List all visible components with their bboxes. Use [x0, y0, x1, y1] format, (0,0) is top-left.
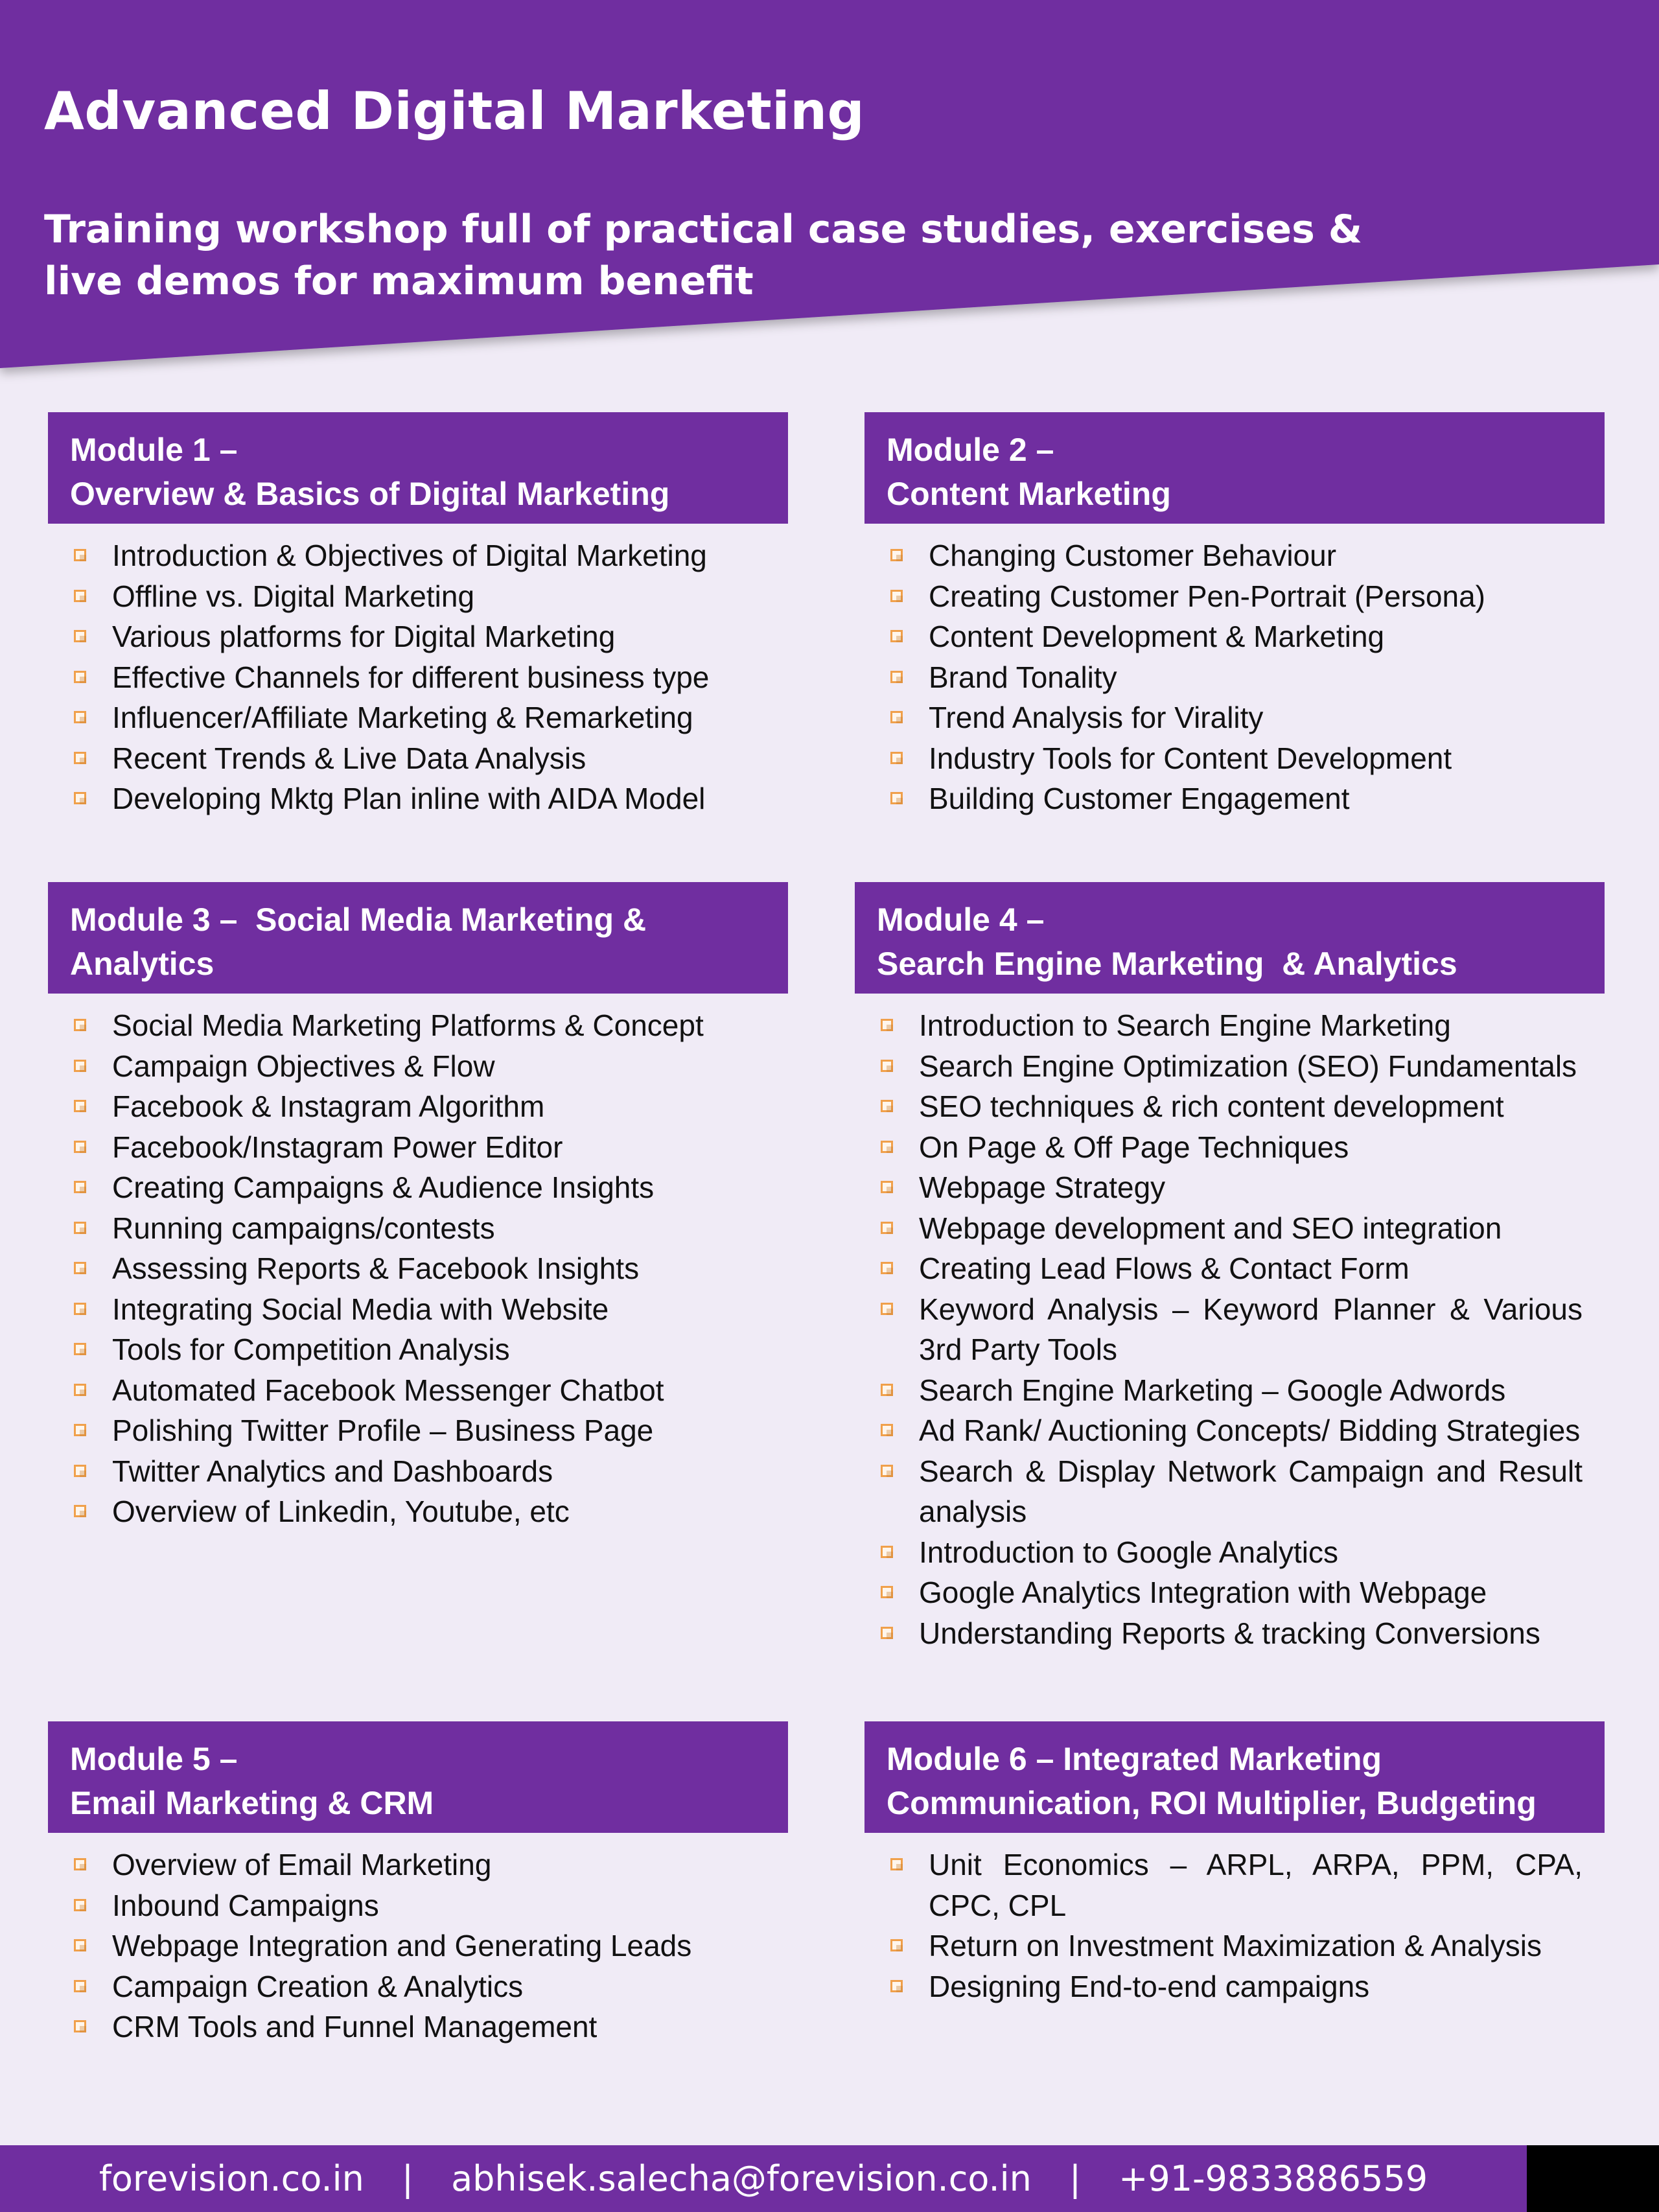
- module-5: [48, 1721, 788, 2047]
- topic-item-label: Search Engine Marketing – Google Adwords: [919, 1373, 1506, 1407]
- checkbox-bullet-icon: [74, 1899, 86, 1911]
- page-title: Advanced Digital Marketing: [44, 81, 865, 141]
- checkbox-bullet-icon: [74, 1100, 86, 1112]
- topic-item-label: Trend Analysis for Virality: [929, 701, 1264, 734]
- topic-item: [890, 657, 1605, 698]
- module-1-header: [48, 412, 788, 524]
- checkbox-bullet-icon: [74, 1141, 86, 1153]
- topic-item: [881, 1005, 1583, 1046]
- topic-item: [890, 697, 1605, 738]
- topic-item: [74, 1127, 788, 1168]
- page-subtitle: Training workshop full of practical case studies, exercises & live demos for maximum benefit: [44, 207, 1363, 304]
- topic-item-label: Introduction to Search Engine Marketing: [919, 1008, 1451, 1042]
- topic-item: [74, 778, 788, 819]
- topic-item: [890, 616, 1605, 657]
- checkbox-bullet-icon: [74, 711, 86, 723]
- module-6: [864, 1721, 1605, 2007]
- topic-item-label: Tools for Competition Analysis: [112, 1333, 510, 1366]
- module-3-title-line-1: Module 3 – Social Media Marketing &: [70, 902, 647, 938]
- module-6-header: [864, 1721, 1605, 1833]
- topic-item: [890, 1926, 1583, 1966]
- topic-item: [881, 1613, 1583, 1654]
- topic-item: [74, 1491, 788, 1532]
- contact-footer: [0, 2145, 1527, 2212]
- checkbox-bullet-icon: [74, 1181, 86, 1193]
- module-3-header: [48, 882, 788, 994]
- checkbox-bullet-icon: [74, 1222, 86, 1234]
- checkbox-bullet-icon: [890, 590, 903, 602]
- footer-website-link[interactable]: forevision.co.in: [99, 2158, 364, 2199]
- checkbox-bullet-icon: [881, 1060, 893, 1072]
- checkbox-bullet-icon: [890, 1939, 903, 1951]
- checkbox-bullet-icon: [890, 1858, 903, 1870]
- topic-item-label: Building Customer Engagement: [929, 782, 1350, 815]
- module-2-title-line-1: Module 2 –: [887, 432, 1054, 468]
- topic-item: [74, 697, 788, 738]
- checkbox-bullet-icon: [881, 1546, 893, 1558]
- module-6-title-line-2: Communication, ROI Multiplier, Budgeting: [887, 1785, 1537, 1821]
- topic-item: [890, 778, 1605, 819]
- checkbox-bullet-icon: [74, 1384, 86, 1396]
- checkbox-bullet-icon: [74, 1060, 86, 1072]
- topic-item: [74, 1208, 788, 1249]
- module-2: [864, 412, 1605, 819]
- topic-item: [74, 1926, 788, 1966]
- topic-item-label: Google Analytics Integration with Webpage: [919, 1576, 1487, 1609]
- module-1-title-line-1: Module 1 –: [70, 432, 238, 468]
- checkbox-bullet-icon: [881, 1181, 893, 1193]
- checkbox-bullet-icon: [881, 1100, 893, 1112]
- module-5-title-line-1: Module 5 –: [70, 1741, 238, 1777]
- topic-item: [74, 1167, 788, 1208]
- topic-item: [881, 1208, 1583, 1249]
- module-1-topic-list: [48, 535, 788, 819]
- topic-item: [74, 1451, 788, 1492]
- topic-item: [881, 1451, 1583, 1532]
- checkbox-bullet-icon: [881, 1019, 893, 1031]
- topic-item-label: CRM Tools and Funnel Management: [112, 2010, 597, 2043]
- footer-email-link[interactable]: abhisek.salecha@forevision.co.in: [451, 2158, 1032, 2199]
- topic-item: [74, 1289, 788, 1330]
- topic-item: [74, 1046, 788, 1087]
- topic-item: [881, 1167, 1583, 1208]
- checkbox-bullet-icon: [881, 1586, 893, 1598]
- topic-item: [74, 2007, 788, 2047]
- topic-item: [74, 576, 788, 617]
- module-4-title-line-1: Module 4 –: [877, 902, 1045, 938]
- topic-item: [890, 738, 1605, 779]
- module-5-topic-list: [48, 1845, 788, 2047]
- topic-item-label: Offline vs. Digital Marketing: [112, 579, 475, 613]
- topic-item: [74, 1885, 788, 1926]
- checkbox-bullet-icon: [74, 752, 86, 764]
- module-3-title-line-2: Analytics: [70, 946, 215, 982]
- topic-item-label: Campaign Objectives & Flow: [112, 1049, 495, 1083]
- checkbox-bullet-icon: [74, 1980, 86, 1992]
- topic-item-label: Creating Lead Flows & Contact Form: [919, 1252, 1410, 1285]
- topic-item: [74, 1966, 788, 2007]
- topic-item-label: Creating Customer Pen-Portrait (Persona): [929, 579, 1485, 613]
- module-4-topic-list: [855, 1005, 1605, 1653]
- module-6-topic-list: [864, 1845, 1605, 2007]
- topic-item: [74, 616, 788, 657]
- checkbox-bullet-icon: [74, 549, 86, 561]
- topic-item-label: Creating Campaigns & Audience Insights: [112, 1170, 655, 1204]
- checkbox-bullet-icon: [74, 792, 86, 804]
- topic-item-label: Inbound Campaigns: [112, 1888, 379, 1922]
- module-4-header: [855, 882, 1605, 994]
- module-4: [855, 882, 1605, 1653]
- topic-item-label: Overview of Linkedin, Youtube, etc: [112, 1495, 570, 1528]
- checkbox-bullet-icon: [74, 1939, 86, 1951]
- checkbox-bullet-icon: [881, 1141, 893, 1153]
- checkbox-bullet-icon: [890, 549, 903, 561]
- topic-item: [881, 1046, 1583, 1087]
- footer-separator-2: |: [1069, 2158, 1082, 2199]
- checkbox-bullet-icon: [74, 1424, 86, 1436]
- topic-item-label: Overview of Email Marketing: [112, 1848, 492, 1881]
- checkbox-bullet-icon: [890, 792, 903, 804]
- topic-item-label: Webpage development and SEO integration: [919, 1211, 1502, 1245]
- topic-item-label: Webpage Strategy: [919, 1170, 1166, 1204]
- checkbox-bullet-icon: [881, 1627, 893, 1639]
- topic-item: [74, 1370, 788, 1411]
- topic-item-label: Content Development & Marketing: [929, 620, 1385, 653]
- topic-item-label: Search Engine Optimization (SEO) Fundamentals: [919, 1049, 1577, 1083]
- topic-item-label: Ad Rank/ Auctioning Concepts/ Bidding Strategies: [919, 1414, 1581, 1447]
- module-1-title-line-2: Overview & Basics of Digital Marketing: [70, 476, 670, 512]
- topic-item-label: Integrating Social Media with Website: [112, 1292, 609, 1326]
- checkbox-bullet-icon: [881, 1222, 893, 1234]
- topic-item-label: Facebook & Instagram Algorithm: [112, 1089, 545, 1123]
- topic-item-label: Understanding Reports & tracking Conversions: [919, 1616, 1540, 1650]
- topic-item: [890, 1845, 1583, 1926]
- topic-item: [74, 1845, 788, 1885]
- topic-item: [74, 535, 788, 576]
- topic-item-label: Developing Mktg Plan inline with AIDA Model: [112, 782, 706, 815]
- topic-item-label: Facebook/Instagram Power Editor: [112, 1130, 563, 1164]
- checkbox-bullet-icon: [74, 1465, 86, 1477]
- topic-item: [881, 1086, 1583, 1127]
- module-3-topic-list: [48, 1005, 788, 1532]
- checkbox-bullet-icon: [890, 671, 903, 683]
- topic-item: [74, 1248, 788, 1289]
- topic-item-label: Webpage Integration and Generating Leads: [112, 1929, 692, 1962]
- topic-item-label: Running campaigns/contests: [112, 1211, 495, 1245]
- header-banner: [0, 0, 1659, 389]
- topic-item: [74, 1086, 788, 1127]
- topic-item: [890, 576, 1605, 617]
- topic-item: [74, 1329, 788, 1370]
- topic-item-label: Search & Display Network Campaign and Result analysis: [919, 1454, 1583, 1528]
- checkbox-bullet-icon: [881, 1465, 893, 1477]
- topic-item-label: SEO techniques & rich content development: [919, 1089, 1504, 1123]
- topic-item-label: Return on Investment Maximization & Analysis: [929, 1929, 1542, 1962]
- topic-item-label: Designing End-to-end campaigns: [929, 1969, 1370, 2003]
- checkbox-bullet-icon: [881, 1303, 893, 1315]
- topic-item-label: Twitter Analytics and Dashboards: [112, 1454, 553, 1488]
- topic-item-label: Influencer/Affiliate Marketing & Remarketing: [112, 701, 693, 734]
- topic-item-label: Unit Economics – ARPL, ARPA, PPM, CPA, CPC, CPL: [929, 1848, 1583, 1922]
- module-5-title-line-2: Email Marketing & CRM: [70, 1785, 434, 1821]
- topic-item-label: Social Media Marketing Platforms & Concept: [112, 1008, 704, 1042]
- checkbox-bullet-icon: [890, 630, 903, 642]
- checkbox-bullet-icon: [890, 711, 903, 723]
- topic-item: [890, 1966, 1583, 2007]
- topic-item-label: On Page & Off Page Techniques: [919, 1130, 1349, 1164]
- topic-item-label: Recent Trends & Live Data Analysis: [112, 741, 586, 775]
- topic-item-label: Automated Facebook Messenger Chatbot: [112, 1373, 664, 1407]
- checkbox-bullet-icon: [74, 671, 86, 683]
- checkbox-bullet-icon: [74, 1303, 86, 1315]
- module-6-title-line-1: Module 6 – Integrated Marketing: [887, 1741, 1382, 1777]
- topic-item-label: Assessing Reports & Facebook Insights: [112, 1252, 640, 1285]
- topic-item: [881, 1572, 1583, 1613]
- topic-item-label: Introduction to Google Analytics: [919, 1535, 1338, 1569]
- checkbox-bullet-icon: [881, 1262, 893, 1274]
- module-2-topic-list: [864, 535, 1605, 819]
- topic-item-label: Brand Tonality: [929, 660, 1117, 694]
- module-5-header: [48, 1721, 788, 1833]
- topic-item-label: Industry Tools for Content Development: [929, 741, 1452, 775]
- topic-item: [74, 657, 788, 698]
- topic-item: [890, 535, 1605, 576]
- checkbox-bullet-icon: [74, 2020, 86, 2032]
- checkbox-bullet-icon: [74, 1262, 86, 1274]
- checkbox-bullet-icon: [881, 1424, 893, 1436]
- footer-separator-1: |: [401, 2158, 414, 2199]
- checkbox-bullet-icon: [74, 590, 86, 602]
- topic-item-label: Polishing Twitter Profile – Business Page: [112, 1414, 654, 1447]
- checkbox-bullet-icon: [74, 1019, 86, 1031]
- topic-item: [881, 1248, 1583, 1289]
- topic-item-label: Effective Channels for different business type: [112, 660, 710, 694]
- checkbox-bullet-icon: [74, 630, 86, 642]
- topic-item: [74, 1410, 788, 1451]
- topic-item-label: Campaign Creation & Analytics: [112, 1969, 524, 2003]
- footer-phone-link[interactable]: +91-9833886559: [1119, 2158, 1428, 2199]
- topic-item: [881, 1370, 1583, 1411]
- topic-item: [881, 1410, 1583, 1451]
- module-2-title-line-2: Content Marketing: [887, 476, 1171, 512]
- checkbox-bullet-icon: [74, 1505, 86, 1517]
- topic-item: [881, 1532, 1583, 1573]
- module-4-title-line-2: Search Engine Marketing & Analytics: [877, 946, 1457, 982]
- checkbox-bullet-icon: [890, 752, 903, 764]
- topic-item-label: Changing Customer Behaviour: [929, 539, 1337, 572]
- topic-item-label: Various platforms for Digital Marketing: [112, 620, 616, 653]
- topic-item: [881, 1289, 1583, 1370]
- topic-item: [74, 738, 788, 779]
- checkbox-bullet-icon: [881, 1384, 893, 1396]
- module-1: [48, 412, 788, 819]
- checkbox-bullet-icon: [890, 1980, 903, 1992]
- topic-item: [74, 1005, 788, 1046]
- checkbox-bullet-icon: [74, 1343, 86, 1355]
- module-3: [48, 882, 788, 1532]
- checkbox-bullet-icon: [74, 1858, 86, 1870]
- topic-item-label: Introduction & Objectives of Digital Marketing: [112, 539, 707, 572]
- topic-item: [881, 1127, 1583, 1168]
- module-2-header: [864, 412, 1605, 524]
- topic-item-label: Keyword Analysis – Keyword Planner & Various 3rd Party Tools: [919, 1292, 1583, 1366]
- footer-corner-block: [1527, 2145, 1659, 2212]
